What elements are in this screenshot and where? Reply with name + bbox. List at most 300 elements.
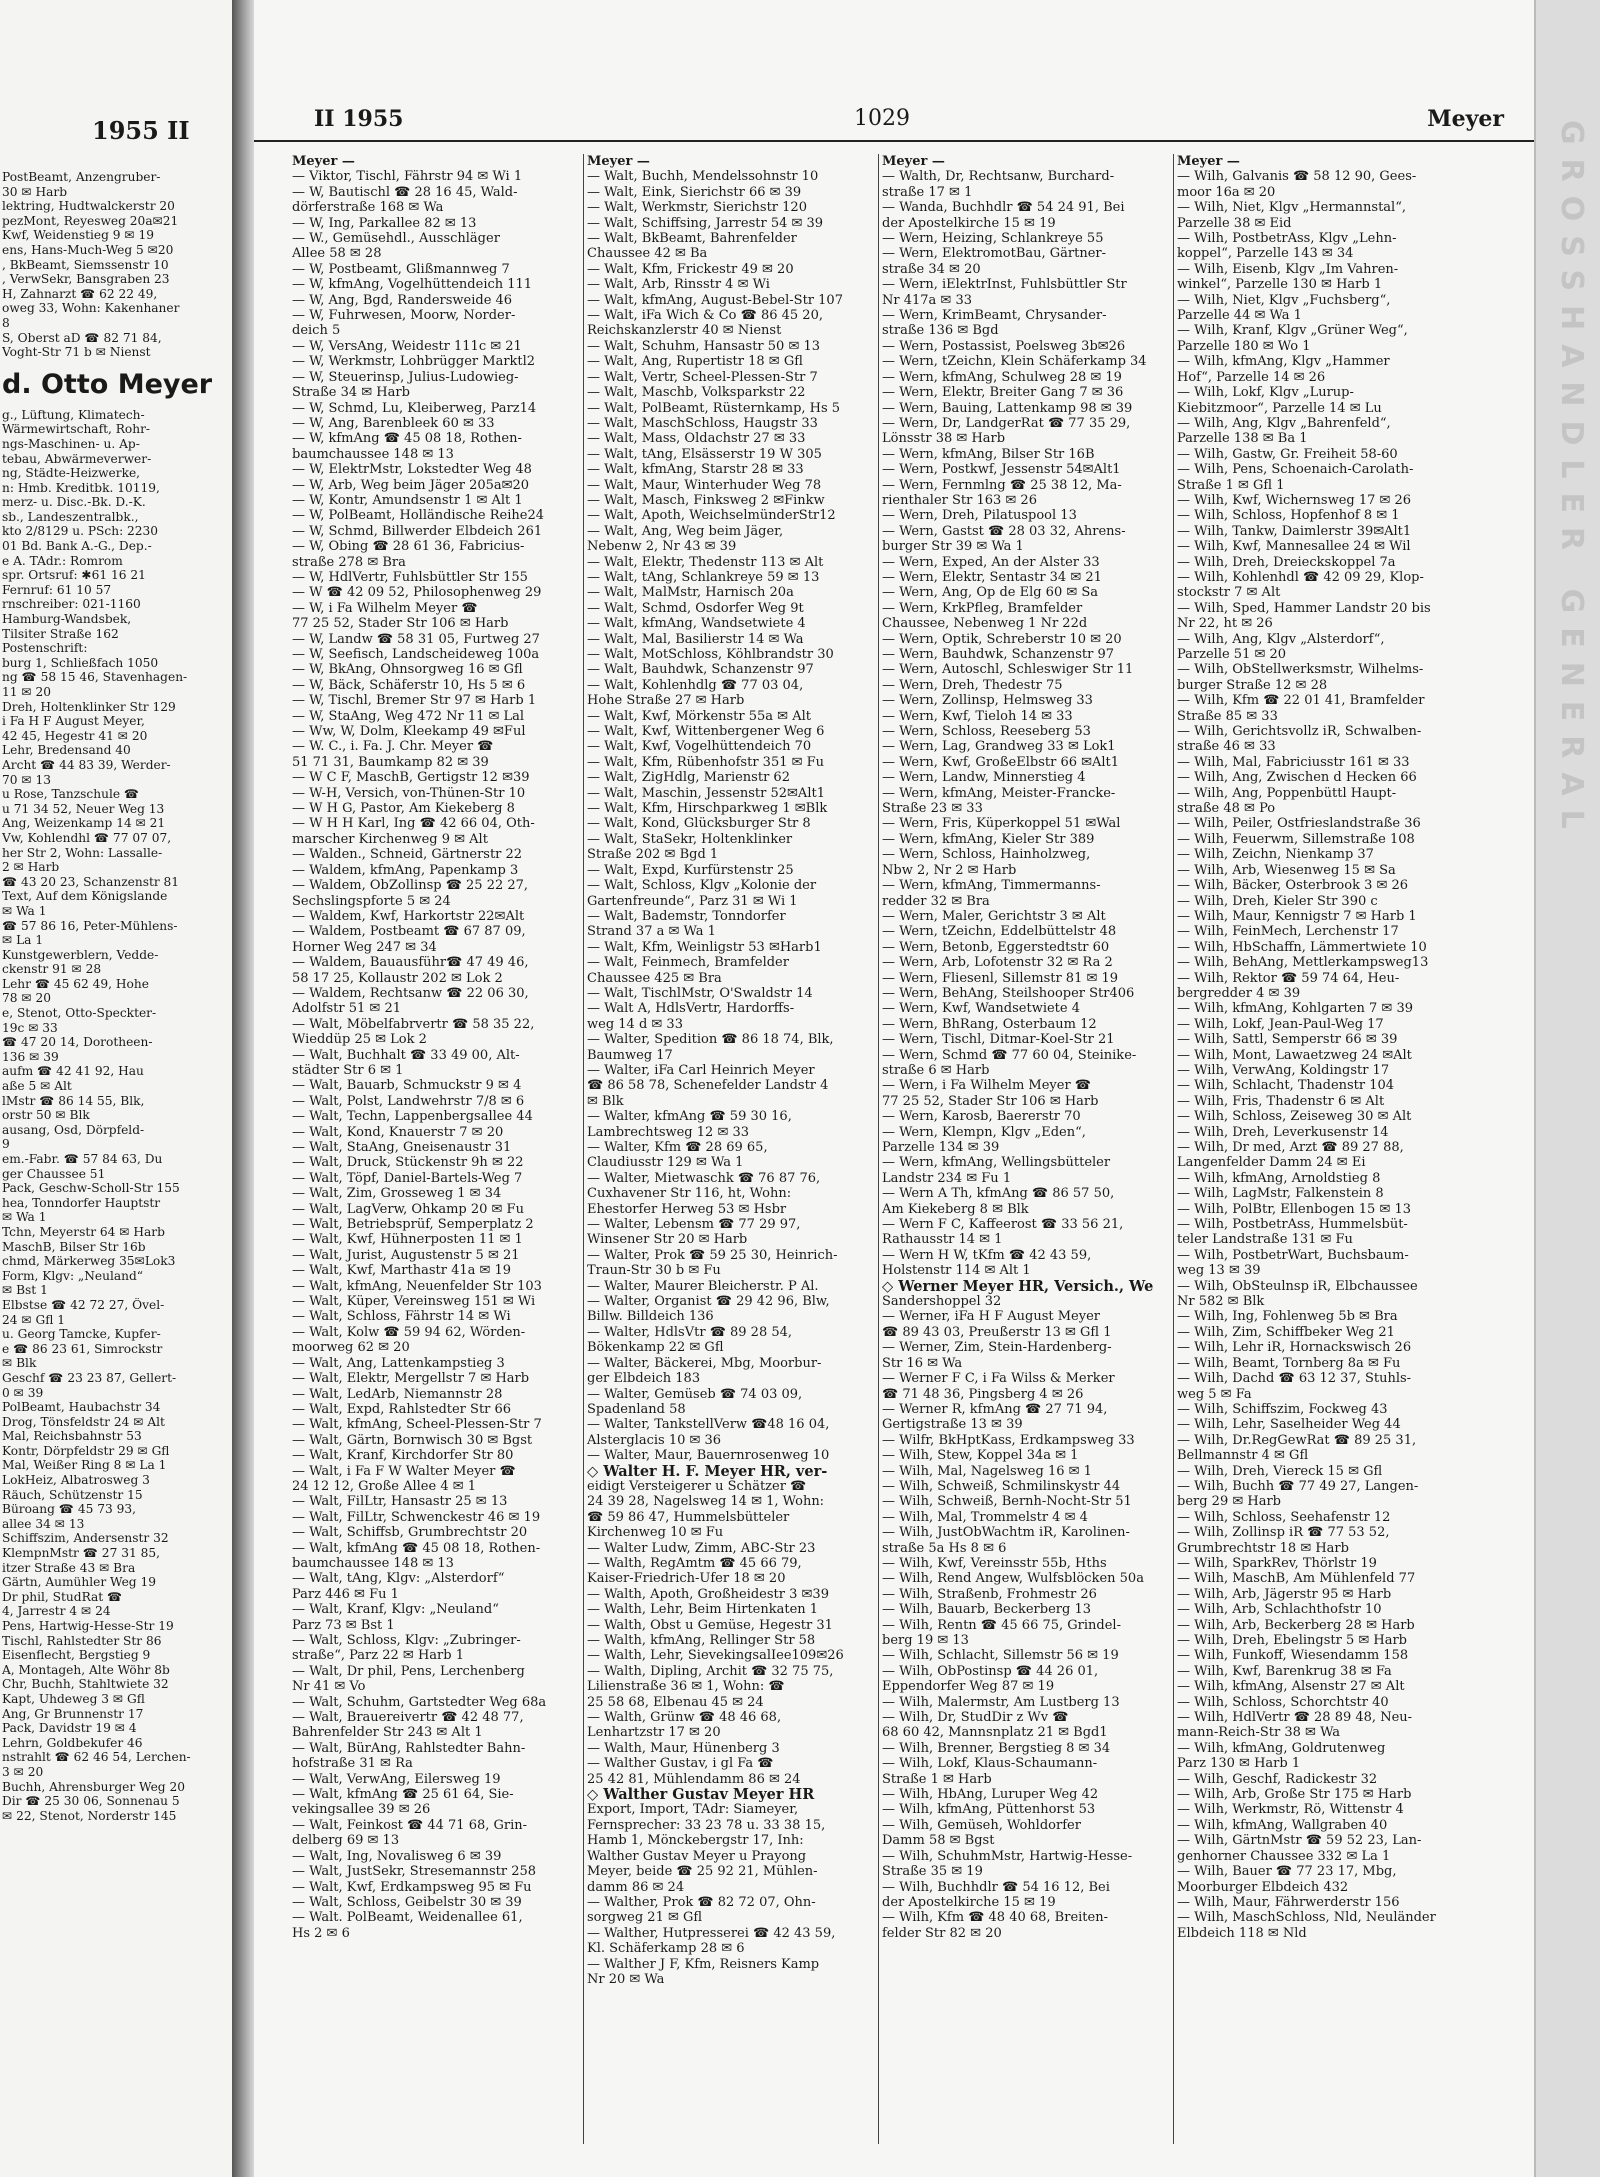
directory-entry-line: — W, BkAng, Ohnsorgweg 16 ✉ Gfl	[292, 662, 523, 678]
directory-entry-line: — Wilh, Zeichn, Nienkamp 37	[1177, 847, 1374, 863]
directory-entry-line: — Walt, Feinkost ☎ 44 71 68, Grin-	[292, 1817, 528, 1833]
directory-entry-line: — Wilh, Werkmstr, Rö, Wittenstr 4	[1177, 1802, 1404, 1818]
directory-entry-line: Fernsprecher: 33 23 78 u. 33 38 15,	[587, 1817, 826, 1833]
left-page-line: 11 ✉ 20	[2, 685, 51, 699]
directory-entry-line: straße 6 ✉ Harb	[882, 1062, 990, 1078]
directory-entry-line: — Walt, Maschb, Volksparkstr 22	[587, 385, 806, 401]
directory-entry-line: Parzelle 134 ✉ 39	[882, 1140, 1000, 1155]
directory-entry-line: — W, Werkmstr, Lohbrügger Marktl2	[292, 354, 536, 370]
directory-entry-line: — Walth, Dipling, Archit ☎ 32 75 75,	[587, 1663, 834, 1679]
directory-entry-line: — Wilh, Feuerwm, Sillemstraße 108	[1177, 831, 1415, 847]
directory-entry-line: — Wern, kfmAng, Bilser Str 16B	[882, 446, 1095, 462]
directory-entry-line: — Wilh, kfmAng, Püttenhorst 53	[882, 1802, 1096, 1818]
directory-entry-line: — Wilh, Schloss, Hopfenhof 8 ✉ 1	[1177, 508, 1400, 524]
directory-entry-line: 51 71 31, Baumkamp 82 ✉ 39	[292, 754, 489, 770]
directory-entry-line: Straße 202 ✉ Bgd 1	[587, 847, 719, 863]
left-page-column	[2, 170, 230, 1823]
directory-entry-line: — Wilh, Geschf, Radickestr 32	[1177, 1771, 1378, 1787]
directory-entry-line: — Walt, Ang, Lattenkampstieg 3	[292, 1355, 505, 1371]
directory-entry-line: — W, Steuerinsp, Julius-Ludowieg-	[292, 369, 519, 385]
left-page-line: ger Chaussee 51	[2, 1166, 106, 1181]
directory-entry-line: — Wern, Optik, Schreberstr 10 ✉ 20	[882, 631, 1122, 647]
directory-entry-line: — Wern, Maler, Gerichtstr 3 ✉ Alt	[882, 908, 1106, 924]
directory-column-1	[292, 154, 580, 2144]
directory-entry-line: Traun-Str 30 b ✉ Fu	[587, 1263, 721, 1279]
directory-entry-line: — Wilh, BehAng, Mettlerkampsweg13	[1177, 955, 1429, 971]
directory-entry-line: 25 42 81, Mühlendamm 86 ✉ 24	[587, 1771, 801, 1787]
left-page-line: itzer Straße 43 ✉ Bra	[2, 1560, 136, 1575]
directory-entry-line: — Walt, Schloss, Klgv: „Zubringer-	[292, 1633, 521, 1648]
left-page-line: n: Hmb. Kreditbk. 10119,	[2, 480, 160, 495]
left-page-line: Fernruf: 61 10 57	[2, 582, 112, 597]
directory-entry-line: — W, kfmAng ☎ 45 08 18, Rothen-	[292, 431, 522, 447]
directory-entry-line: — Wern, Tischl, Ditmar-Koel-Str 21	[882, 1032, 1115, 1048]
directory-entry-line: Strand 37 a ✉ Wa 1	[587, 924, 716, 940]
left-page-line: e A. TAdr.: Romrom	[2, 553, 123, 568]
directory-entry-line: — Wern, BhRang, Osterbaum 12	[882, 1016, 1097, 1032]
directory-entry-line: berg 19 ✉ 13	[882, 1633, 969, 1648]
directory-entry-line: Lönsstr 38 ✉ Harb	[882, 431, 1006, 447]
directory-entry-line: — Waldem, Rechtsanw ☎ 22 06 30,	[292, 985, 529, 1001]
directory-entry-line: Moorburger Elbdeich 432	[1177, 1879, 1349, 1895]
directory-entry-line: — Walt, MotSchloss, Köhlbrandstr 30	[587, 647, 834, 662]
directory-entry-line: — Ww, W, Dolm, Kleekamp 49 ✉Ful	[292, 724, 526, 740]
directory-entry-line: — Wern, BehAng, Steilshooper Str406	[882, 985, 1135, 1001]
directory-entry-line: straße 5a Hs 8 ✉ 6	[882, 1540, 1007, 1556]
directory-entry-line: 77 25 52, Stader Str 106 ✉ Harb	[882, 1093, 1099, 1109]
directory-entry-line: Cuxhavener Str 116, ht, Wohn:	[587, 1186, 792, 1202]
directory-entry-line: — Wern, Bauhdwk, Schanzenstr 97	[882, 647, 1115, 662]
left-page-line: ✉ Wa 1	[2, 1210, 47, 1225]
directory-entry-line: marscher Kirchenweg 9 ✉ Alt	[292, 831, 488, 847]
left-page-line: sb., Landeszentralbk.,	[2, 509, 139, 524]
page-number: 1029	[854, 106, 910, 131]
directory-entry-line: — Walth, Obst u Gemüse, Hegestr 31	[587, 1617, 833, 1633]
left-page-line: 0 ✉ 39	[2, 1385, 44, 1400]
directory-entry-line: — Wilh, kfmAng, Wallgraben 40	[1177, 1817, 1388, 1833]
left-page-line: A, Montageh, Alte Wöhr 8b	[2, 1662, 170, 1677]
left-page-line: Hamburg-Wandsbek,	[2, 612, 132, 627]
directory-entry-line: — Walt, Schmd, Osdorfer Weg 9t	[587, 600, 804, 616]
directory-entry-line: — Walt, Möbelfabrvertr ☎ 58 35 22,	[292, 1016, 535, 1032]
left-page-line: Tischl, Rahlstedter Str 86	[2, 1633, 162, 1648]
directory-entry-line: — Wern, Zollinsp, Helmsweg 33	[882, 693, 1093, 709]
directory-entry-line: — Walter, iFa Carl Heinrich Meyer	[587, 1062, 815, 1078]
left-page-line: ☎ 47 20 14, Dorotheen-	[2, 1035, 153, 1050]
directory-entry-line: — Wilh, Mal, Nagelsweg 16 ✉ 1	[882, 1463, 1092, 1479]
directory-entry-line: Meyer, beide ☎ 25 92 21, Mühlen-	[587, 1864, 818, 1880]
column-rule	[878, 154, 879, 2144]
left-page-line: hea, Tonndorfer Hauptstr	[2, 1195, 161, 1210]
directory-entry-line: — Wilh, Rend Angew, Wulfsblöcken 50a	[882, 1571, 1144, 1587]
directory-entry-line: Ehestorfer Herweg 53 ✉ Hsbr	[587, 1201, 787, 1217]
directory-entry-line: — Wern, Postkwf, Jessenstr 54✉Alt1	[882, 462, 1121, 478]
directory-entry-line: Nr 20 ✉ Wa	[587, 1971, 665, 1987]
directory-entry-line: Allee 58 ✉ 28	[292, 246, 382, 262]
left-page-line: S, Oberst aD ☎ 82 71 84,	[2, 330, 162, 345]
left-page-line: Dir ☎ 25 30 06, Sonnenau 5	[2, 1794, 180, 1809]
directory-entry-line: 58 17 25, Kollaustr 202 ✉ Lok 2	[292, 970, 503, 986]
directory-entry-line: — Wilh, Kfm ☎ 22 01 41, Bramfelder	[1177, 693, 1425, 709]
directory-entry-line: — Wilh, Arb, Jägerstr 95 ✉ Harb	[1177, 1586, 1392, 1602]
directory-entry-line: — Wilh, Dreh, Dreieckskoppel 7a	[1177, 554, 1396, 570]
directory-entry-line: — Walter, Bäckerei, Mbg, Moorbur-	[587, 1355, 822, 1371]
directory-entry-line: Parz 73 ✉ Bst 1	[292, 1617, 395, 1633]
left-page-running-head: 1955 II	[92, 116, 190, 145]
left-page-line: Lehr ☎ 45 62 49, Hohe	[2, 976, 149, 991]
directory-entry-line: — Walt, VerwAng, Eilersweg 19	[292, 1771, 501, 1787]
directory-entry-line: — Wilh, Lokf, Klaus-Schaumann-	[882, 1756, 1098, 1772]
directory-entry-line: — Wilh, SparkRev, Thörlstr 19	[1177, 1555, 1377, 1571]
directory-entry-line: — Viktor, Tischl, Fährstr 94 ✉ Wi 1	[292, 169, 523, 185]
directory-entry-line: — Walter, kfmAng ☎ 59 30 16,	[587, 1109, 792, 1125]
directory-entry-line: mann-Reich-Str 38 ✉ Wa	[1177, 1725, 1341, 1741]
directory-entry-line: — Walt, StaAng, Gneisenaustr 31	[292, 1140, 512, 1155]
left-page-line: rnschreiber: 021-1160	[2, 597, 141, 612]
directory-column-4	[1177, 154, 1465, 2144]
directory-entry-line: — Wilh, Bauarb, Beckerberg 13	[882, 1602, 1091, 1618]
directory-entry-line: — Wilh, Straßenb, Frohmestr 26	[882, 1586, 1097, 1602]
directory-entry-line: — Walt, tAng, Klgv: „Alsterdorf“	[292, 1571, 505, 1587]
directory-entry-line: — W, PolBeamt, Holländische Reihe24	[292, 508, 544, 524]
directory-entry-line: — Walter, Kfm ☎ 28 69 65,	[587, 1140, 768, 1155]
directory-entry-line: — Wern, Postassist, Poelsweg 3b✉26	[882, 338, 1126, 354]
directory-entry-line: — Wilh, Sattl, Semperstr 66 ✉ 39	[1177, 1032, 1398, 1048]
directory-entry-line: Hamb 1, Mönckebergstr 17, Inh:	[587, 1833, 804, 1849]
left-page-line: lMstr ☎ 86 14 55, Blk,	[2, 1093, 145, 1108]
left-page-line: Pens, Hartwig-Hesse-Str 19	[2, 1619, 174, 1633]
left-page-line: Gärtn, Aumühler Weg 19	[2, 1575, 156, 1590]
directory-entry-line: — Wilh, Buchh ☎ 77 49 27, Langen-	[1177, 1478, 1419, 1494]
directory-entry-line: — Wern, Gastst ☎ 28 03 32, Ahrens-	[882, 523, 1126, 539]
directory-entry-line: — Waldem, Bauausführ☎ 47 49 46,	[292, 955, 529, 971]
directory-entry-line: — Wilh, Galvanis ☎ 58 12 90, Gees-	[1177, 169, 1417, 185]
directory-entry-line: — Walt, Schloss, Klgv „Kolonie der	[587, 878, 817, 894]
directory-entry-line: Straße 1 ✉ Harb	[882, 1771, 992, 1787]
left-page-line: burg 1, Schließfach 1050	[2, 655, 159, 670]
book-gutter	[232, 0, 254, 2177]
left-page-line: pezMont, Reyesweg 20a✉21	[2, 213, 179, 228]
left-page-line: KlempnMstr ☎ 27 31 85,	[2, 1546, 160, 1561]
left-page-line: 70 ✉ 13	[2, 772, 51, 787]
left-page-line: PostBeamt, Anzengruber-	[2, 170, 161, 184]
left-page-line: Geschf ☎ 23 23 87, Gellert-	[2, 1370, 177, 1385]
directory-entry-line: — Wilh, Fris, Thadenstr 6 ✉ Alt	[1177, 1093, 1385, 1109]
directory-entry-line: — Wilh, PostbetrAss, Hummelsbüt-	[1177, 1217, 1408, 1233]
directory-entry-line: — Wilh, Ang, Zwischen d Hecken 66	[1177, 770, 1417, 786]
directory-entry-line: — Wilh, Buchhdlr ☎ 54 16 12, Bei	[882, 1879, 1110, 1895]
directory-entry-line: — Wilh, MaschSchloss, Nld, Neuländer	[1177, 1910, 1436, 1926]
directory-entry-line: — Walter Ludw, Zimm, ABC-Str 23	[587, 1540, 816, 1556]
directory-entry-line: — Wilh, Rektor ☎ 59 74 64, Heu-	[1177, 970, 1400, 986]
left-page-line: , VerwSekr, Bansgraben 23	[2, 272, 170, 287]
directory-entry-line: — Walt, Kfm, Frickestr 49 ✉ 20	[587, 261, 794, 277]
left-page-line: Räuch, Schützenstr 15	[2, 1487, 143, 1502]
directory-entry-line: — Wilh, PostbetrWart, Buchsbaum-	[1177, 1247, 1409, 1263]
directory-entry-line: — Wern, Elektr, Breiter Gang 7 ✉ 36	[882, 385, 1124, 401]
directory-entry-line: — Walt, Kwf, Hühnerposten 11 ✉ 1	[292, 1232, 523, 1248]
left-page-line: 8	[2, 315, 10, 330]
directory-entry-line: Bökenkamp 22 ✉ Gfl	[587, 1340, 724, 1356]
left-page-line: em.-Fabr. ☎ 57 84 63, Du	[2, 1152, 163, 1166]
left-page-line: e ☎ 86 23 61, Simrockstr	[2, 1341, 163, 1356]
directory-entry-line: Holstenstr 114 ✉ Alt 1	[882, 1263, 1031, 1279]
left-page-line: MaschB, Bilser Str 16b	[2, 1239, 146, 1254]
directory-entry-line: — Wilh, Brenner, Bergstieg 8 ✉ 34	[882, 1740, 1111, 1756]
directory-entry-line: Alsterglacis 10 ✉ 36	[587, 1432, 722, 1448]
directory-entry-line: Lambrechtsweg 12 ✉ 33	[587, 1124, 750, 1140]
directory-entry-line: Hs 2 ✉ 6	[292, 1925, 350, 1941]
directory-entry-line: — W, Obing ☎ 28 61 36, Fabricius-	[292, 539, 525, 555]
directory-entry-line: — Walt, Bauhdwk, Schanzenstr 97	[587, 662, 814, 678]
directory-entry-line: — Walt, Polst, Landwehrstr 7/8 ✉ 6	[292, 1093, 525, 1109]
directory-entry-line: — Wilh, Malermstr, Am Lustberg 13	[882, 1694, 1120, 1710]
directory-entry-line: Straße 34 ✉ Harb	[292, 385, 410, 401]
directory-entry-line: Kirchenweg 10 ✉ Fu	[587, 1525, 724, 1541]
directory-entry-line: — W, Ang, Barenbleek 60 ✉ 33	[292, 415, 495, 431]
directory-entry-line: Parzelle 38 ✉ Eid	[1177, 215, 1292, 231]
directory-entry-line: weg 14 d ✉ 33	[587, 1016, 683, 1032]
directory-entry-line: — Walt, Kranf, Kirchdorfer Str 80	[292, 1448, 514, 1464]
directory-entry-line: baumchaussee 148 ✉ 13	[292, 1555, 454, 1571]
directory-entry-line: — Werner F C, i Fa Wilss & Merker	[882, 1371, 1115, 1387]
left-page-line: ens, Hans-Much-Weg 5 ✉20	[2, 242, 174, 257]
directory-entry-line: dörferstraße 168 ✉ Wa	[292, 200, 444, 216]
directory-entry-line: Eppendorfer Weg 87 ✉ 19	[882, 1679, 1055, 1695]
directory-entry-line: — Wilh, Lehr, Saselheider Weg 44	[1177, 1417, 1401, 1433]
left-page-line: Buchh, Ahrensburger Weg 20	[2, 1779, 185, 1794]
directory-entry-line: — Wilh, Ang, Klgv „Bahrenfeld“,	[1177, 415, 1391, 431]
directory-entry-line: ☎ 59 86 47, Hummelsbütteler	[587, 1509, 790, 1525]
directory-entry-line: — Walt, tAng, Schlankreye 59 ✉ 13	[587, 569, 820, 585]
left-page-line: H, Zahnarzt ☎ 62 22 49,	[2, 286, 158, 301]
directory-entry-line: — Wern, Schloss, Reeseberg 53	[882, 724, 1091, 740]
directory-entry-line: — Wilh, Schweiß, Bernh-Nocht-Str 51	[882, 1494, 1132, 1510]
directory-entry-line: Chaussee, Nebenweg 1 Nr 22d	[882, 616, 1088, 632]
directory-entry-line: 77 25 52, Stader Str 106 ✉ Harb	[292, 616, 509, 632]
directory-entry-line: — Walt, Kwf, Mörkenstr 55a ✉ Alt	[587, 708, 811, 724]
directory-entry-line: — Wern, kfmAng, Timmermanns-	[882, 878, 1101, 894]
directory-entry-line: — Walt, Betriebsprüf, Semperplatz 2	[292, 1217, 534, 1233]
left-page-line: Mal, Weißer Ring 8 ✉ La 1	[2, 1458, 167, 1473]
directory-entry-line: — Wilh, Lehr iR, Hornackswisch 26	[1177, 1340, 1412, 1356]
directory-column-2	[587, 154, 875, 2144]
directory-entry-line: — Walt, Kfm, Hirschparkweg 1 ✉Blk	[587, 801, 828, 817]
directory-entry-line: — Walter, Mietwaschk ☎ 76 87 76,	[587, 1170, 821, 1186]
directory-entry-line: — Walth, Lehr, SievekingsalIee109✉26	[587, 1648, 844, 1664]
directory-entry-line: — Walt, tAng, Elsässerstr 19 W 305	[587, 446, 822, 462]
left-page-line: Form, Klgv: „Neuland“	[2, 1268, 144, 1283]
directory-entry-line: — Wilh, Lokf, Klgv „Lurup-	[1177, 385, 1354, 401]
directory-entry-line: — W, Ing, Parkallee 82 ✉ 13	[292, 215, 477, 231]
directory-entry-line: — Wern, Dr, LandgerRat ☎ 77 35 29,	[882, 415, 1131, 431]
directory-entry-line: Winsener Str 20 ✉ Harb	[587, 1232, 748, 1248]
directory-entry-line: — Walth, Lehr, Beim Hirtenkaten 1	[587, 1602, 819, 1618]
directory-entry-line: — Walt A, HdlsVertr, Hardorffs-	[587, 1001, 795, 1017]
directory-entry-line: — Wilh, Dreh, Kieler Str 390 c	[1177, 893, 1378, 909]
directory-entry-line: — Walt, MaschSchloss, Haugstr 33	[587, 415, 818, 431]
directory-entry-line: — Walter, Spedition ☎ 86 18 74, Blk,	[587, 1032, 834, 1048]
directory-entry-line: Chaussee 425 ✉ Bra	[587, 970, 722, 986]
left-page-line: Schiffszim, Andersenstr 32	[2, 1531, 169, 1546]
directory-entry-line: — Wern, Dreh, Pilatuspool 13	[882, 508, 1077, 524]
left-page-line: orstr 50 ✉ Blk	[2, 1108, 90, 1123]
directory-entry-line: — Wern, Fliesenl, Sillemstr 81 ✉ 19	[882, 970, 1119, 986]
directory-entry-line: Bellmannstr 4 ✉ Gfl	[1177, 1448, 1309, 1464]
left-page-line: 136 ✉ 39	[2, 1049, 59, 1064]
directory-entry-line: — Wilh, kfmAng, Kohlgarten 7 ✉ 39	[1177, 1001, 1413, 1017]
directory-entry-line: Sechslingspforte 5 ✉ 24	[292, 893, 451, 909]
directory-entry-line: — Walt, Maur, Winterhuder Weg 78	[587, 477, 822, 493]
left-page-line: 2 ✉ Harb	[2, 860, 60, 875]
directory-entry-line: — Walt, kfmAng, Wandsetwiete 4	[587, 616, 806, 632]
column-heading: Meyer —	[292, 154, 355, 169]
directory-entry-line: — W, Bautischl ☎ 28 16 45, Wald-	[292, 184, 518, 200]
directory-entry-line: — Walter, TankstellVerw ☎48 16 04,	[587, 1417, 830, 1433]
directory-entry-line: Nbw 2, Nr 2 ✉ Harb	[882, 862, 1017, 878]
directory-entry-line: — W, Tischl, Bremer Str 97 ✉ Harb 1	[292, 693, 537, 709]
directory-entry-line: — Wilh, Niet, Klgv „Hermannstal“,	[1177, 200, 1406, 216]
left-page-line: Chr, Buchh, Stahltwiete 32	[2, 1677, 169, 1692]
directory-entry-line: — Wilh, Schloss, Zeiseweg 30 ✉ Alt	[1177, 1109, 1412, 1125]
directory-entry-line: — Walth, Grünw ☎ 48 46 68,	[587, 1710, 782, 1726]
directory-entry-line: — Walt, ZigHdlg, Marienstr 62	[587, 770, 790, 786]
directory-entry-line: Rathausstr 14 ✉ 1	[882, 1232, 1003, 1248]
directory-entry-line: redder 32 ✉ Bra	[882, 893, 990, 909]
directory-entry-line: rienthaler Str 163 ✉ 26	[882, 492, 1037, 508]
directory-entry-line: weg 13 ✉ 39	[1177, 1263, 1261, 1279]
directory-entry-line: — Walt, TischlMstr, O'Swaldstr 14	[587, 985, 813, 1001]
directory-entry-line: — Wilh, Bauer ☎ 77 23 17, Mbg,	[1177, 1864, 1397, 1880]
directory-entry-line: ☎ 86 58 78, Schenefelder Landstr 4	[587, 1078, 829, 1094]
directory-entry-line: Hohe Straße 27 ✉ Harb	[587, 693, 745, 709]
directory-entry-line: — Walt, kfmAng, August-Bebel-Str 107	[587, 292, 843, 308]
directory-entry-line: — Walther Gustav, i gl Fa ☎	[587, 1756, 774, 1772]
directory-entry-line: — Walt, Elektr, Thedenstr 113 ✉ Alt	[587, 554, 824, 570]
directory-entry-line: Baumweg 17	[587, 1047, 673, 1063]
left-page-line: ✉ Bst 1	[2, 1283, 48, 1298]
directory-entry-line: baumchaussee 148 ✉ 13	[292, 446, 454, 462]
directory-entry-line: — Walt, kfmAng ☎ 45 08 18, Rothen-	[292, 1540, 541, 1556]
left-page-line: her Str 2, Wohn: Lassalle-	[2, 845, 163, 860]
directory-entry-line: Nr 22, ht ✉ 26	[1177, 616, 1273, 632]
directory-entry-line: felder Str 82 ✉ 20	[882, 1925, 1002, 1941]
left-page-line: Postenschrift:	[2, 641, 88, 656]
directory-entry-line: — Wern, kfmAng, Kieler Str 389	[882, 831, 1095, 847]
left-page-line: LokHeiz, Albatrosweg 3	[2, 1473, 150, 1488]
directory-entry-line: koppel“, Parzelle 143 ✉ 34	[1177, 246, 1354, 262]
left-page-line: spr. Ortsruf: ✱61 16 21	[2, 568, 146, 583]
directory-entry-line: hofstraße 31 ✉ Ra	[292, 1756, 413, 1772]
directory-entry-line: — Wilh, Schloss, Schorchtstr 40	[1177, 1694, 1389, 1710]
directory-entry-line: — W, Bäck, Schäferstr 10, Hs 5 ✉ 6	[292, 677, 526, 693]
directory-entry-line: — W, ElektrMstr, Lokstedter Weg 48	[292, 462, 532, 478]
left-page-line: Ang, Weizenkamp 14 ✉ 21	[2, 816, 166, 831]
directory-entry-line: Kaiser-Friedrich-Ufer 18 ✉ 20	[587, 1571, 786, 1587]
directory-entry-line: — Walt, Buchh, Mendelssohnstr 10	[587, 169, 819, 185]
directory-entry-line: — Walth, Maur, Hünenberg 3	[587, 1740, 780, 1756]
left-page-line: Wärmewirtschaft, Rohr-	[2, 422, 151, 437]
directory-column-3	[882, 154, 1170, 2144]
directory-entry-line: ◇ Walter H. F. Meyer HR, ver-	[587, 1463, 828, 1479]
directory-entry-line: 24 39 28, Nagelsweg 14 ✉ 1, Wohn:	[587, 1494, 825, 1510]
directory-entry-line: — Walt, Kolw ☎ 59 94 62, Wörden-	[292, 1324, 526, 1340]
left-page-line: g., Lüftung, Klimatech-	[2, 407, 145, 422]
left-page-line: e, Stenot, Otto-Speckter-	[2, 1006, 157, 1021]
directory-entry-line: — Wilh, JustObWachtm iR, Karolinen-	[882, 1525, 1130, 1541]
directory-entry-line: 68 60 42, Mannsnplatz 21 ✉ Bgd1	[882, 1725, 1108, 1741]
left-page-line: i Fa H F August Meyer,	[2, 714, 145, 729]
directory-entry-line: — Wern, kfmAng, Meister-Francke-	[882, 785, 1116, 801]
left-page-line: ✉ Blk	[2, 1356, 37, 1371]
left-page-line: Text, Auf dem Königslande	[2, 889, 168, 904]
directory-entry-line: — Walt, Kond, Glücksburger Str 8	[587, 816, 811, 832]
directory-entry-line: — Wern, Bauing, Lattenkamp 98 ✉ 39	[882, 400, 1133, 416]
directory-entry-line: — Walter, Lebensm ☎ 77 29 97,	[587, 1217, 801, 1233]
directory-entry-line: — W, Kontr, Amundsenstr 1 ✉ Alt 1	[292, 492, 523, 508]
directory-entry-line: — Wern H W, tKfm ☎ 42 43 59,	[882, 1247, 1092, 1263]
directory-entry-line: — Wilh, Kfm ☎ 48 40 68, Breiten-	[882, 1910, 1108, 1926]
directory-entry-line: — Werner R, kfmAng ☎ 27 71 94,	[882, 1401, 1108, 1417]
directory-entry-line: deich 5	[292, 323, 341, 339]
directory-entry-line: — Walt, Jurist, Augustenstr 5 ✉ 21	[292, 1247, 520, 1263]
left-page-line: ✉ La 1	[2, 933, 44, 948]
directory-entry-line: — W-H, Versich, von-Thünen-Str 10	[292, 785, 526, 801]
directory-entry-line: — Walth, Dr, Rechtsanw, Burchard-	[882, 169, 1115, 185]
directory-entry-line: — Walt, Kranf, Klgv: „Neuland“	[292, 1602, 499, 1618]
directory-entry-line: stockstr 7 ✉ Alt	[1177, 585, 1281, 601]
directory-entry-line: — Walt, Kwf, Vogelhüttendeich 70	[587, 739, 812, 755]
directory-entry-line: — Walt, Kfm, Rübenhofstr 351 ✉ Fu	[587, 754, 825, 770]
column-heading: Meyer —	[587, 154, 650, 169]
directory-entry-line: — Werner, iFa H F August Meyer	[882, 1309, 1100, 1325]
directory-entry-line: — Wilh, Kranf, Klgv „Grüner Weg“,	[1177, 323, 1408, 339]
left-page-line: Elbstse ☎ 42 72 27, Övel-	[2, 1297, 165, 1312]
directory-entry-line: — Walt, Druck, Stückenstr 9h ✉ 22	[292, 1155, 524, 1171]
directory-entry-line: — Wern, Ang, Op de Elg 60 ✉ Sa	[882, 585, 1099, 601]
directory-entry-line: — Walt, Kond, Knauerstr 7 ✉ 20	[292, 1124, 504, 1140]
directory-entry-line: — W, i Fa Wilhelm Meyer ☎	[292, 600, 478, 616]
directory-entry-line: Nr 41 ✉ Vo	[292, 1679, 366, 1695]
left-page-line: , BkBeamt, Siemssenstr 10	[2, 257, 169, 272]
directory-entry-line: vekingsallee 39 ✉ 26	[292, 1802, 431, 1818]
left-page-line: Dreh, Holtenklinker Str 129	[2, 699, 176, 714]
left-page-line: ☎ 43 20 23, Schanzenstr 81	[2, 874, 180, 889]
directory-entry-line: — Wilh, Zim, Schiffbeker Weg 21	[1177, 1324, 1395, 1340]
directory-entry-line: straße 278 ✉ Bra	[292, 554, 406, 570]
left-page-line: ngs-Maschinen- u. Ap-	[2, 436, 140, 451]
directory-entry-line: — Wilh, HdlVertr ☎ 28 89 48, Neu-	[1177, 1710, 1413, 1726]
directory-entry-line: — Walter, Gemüseb ☎ 74 03 09,	[587, 1386, 803, 1402]
directory-entry-line: delberg 69 ✉ 13	[292, 1833, 400, 1849]
directory-entry-line: — Wilh, Rentn ☎ 45 66 75, Grindel-	[882, 1617, 1121, 1633]
directory-entry-line: — Walter, Organist ☎ 29 42 96, Blw,	[587, 1294, 830, 1310]
directory-entry-line: — W, Schmd, Billwerder Elbdeich 261	[292, 523, 543, 539]
directory-entry-line: — Wilh, kfmAng, Alsenstr 27 ✉ Alt	[1177, 1679, 1405, 1695]
left-page-line: Kunstgewerblern, Vedde-	[2, 947, 159, 962]
left-page-line: Pack, Geschw-Scholl-Str 155	[2, 1181, 180, 1196]
directory-entry-line: — Walt, LagVerw, Ohkamp 20 ✉ Fu	[292, 1201, 524, 1217]
right-page	[254, 0, 1534, 2177]
directory-entry-line: straße 34 ✉ 20	[882, 261, 981, 277]
directory-entry-line: — Walt, Schuhm, Hansastr 50 ✉ 13	[587, 338, 821, 354]
directory-entry-line: — Walt, Töpf, Daniel-Bartels-Weg 7	[292, 1170, 523, 1186]
left-page-line: 78 ✉ 20	[2, 991, 51, 1006]
directory-entry-line: — Walt, iFa Wich & Co ☎ 86 45 20,	[587, 308, 823, 324]
directory-entry-line: Kl. Schäferkamp 28 ✉ 6	[587, 1941, 745, 1957]
directory-entry-line: 25 58 68, Elbenau 45 ✉ 24	[587, 1694, 764, 1710]
directory-entry-line: Sandershoppel 32	[882, 1294, 1002, 1310]
